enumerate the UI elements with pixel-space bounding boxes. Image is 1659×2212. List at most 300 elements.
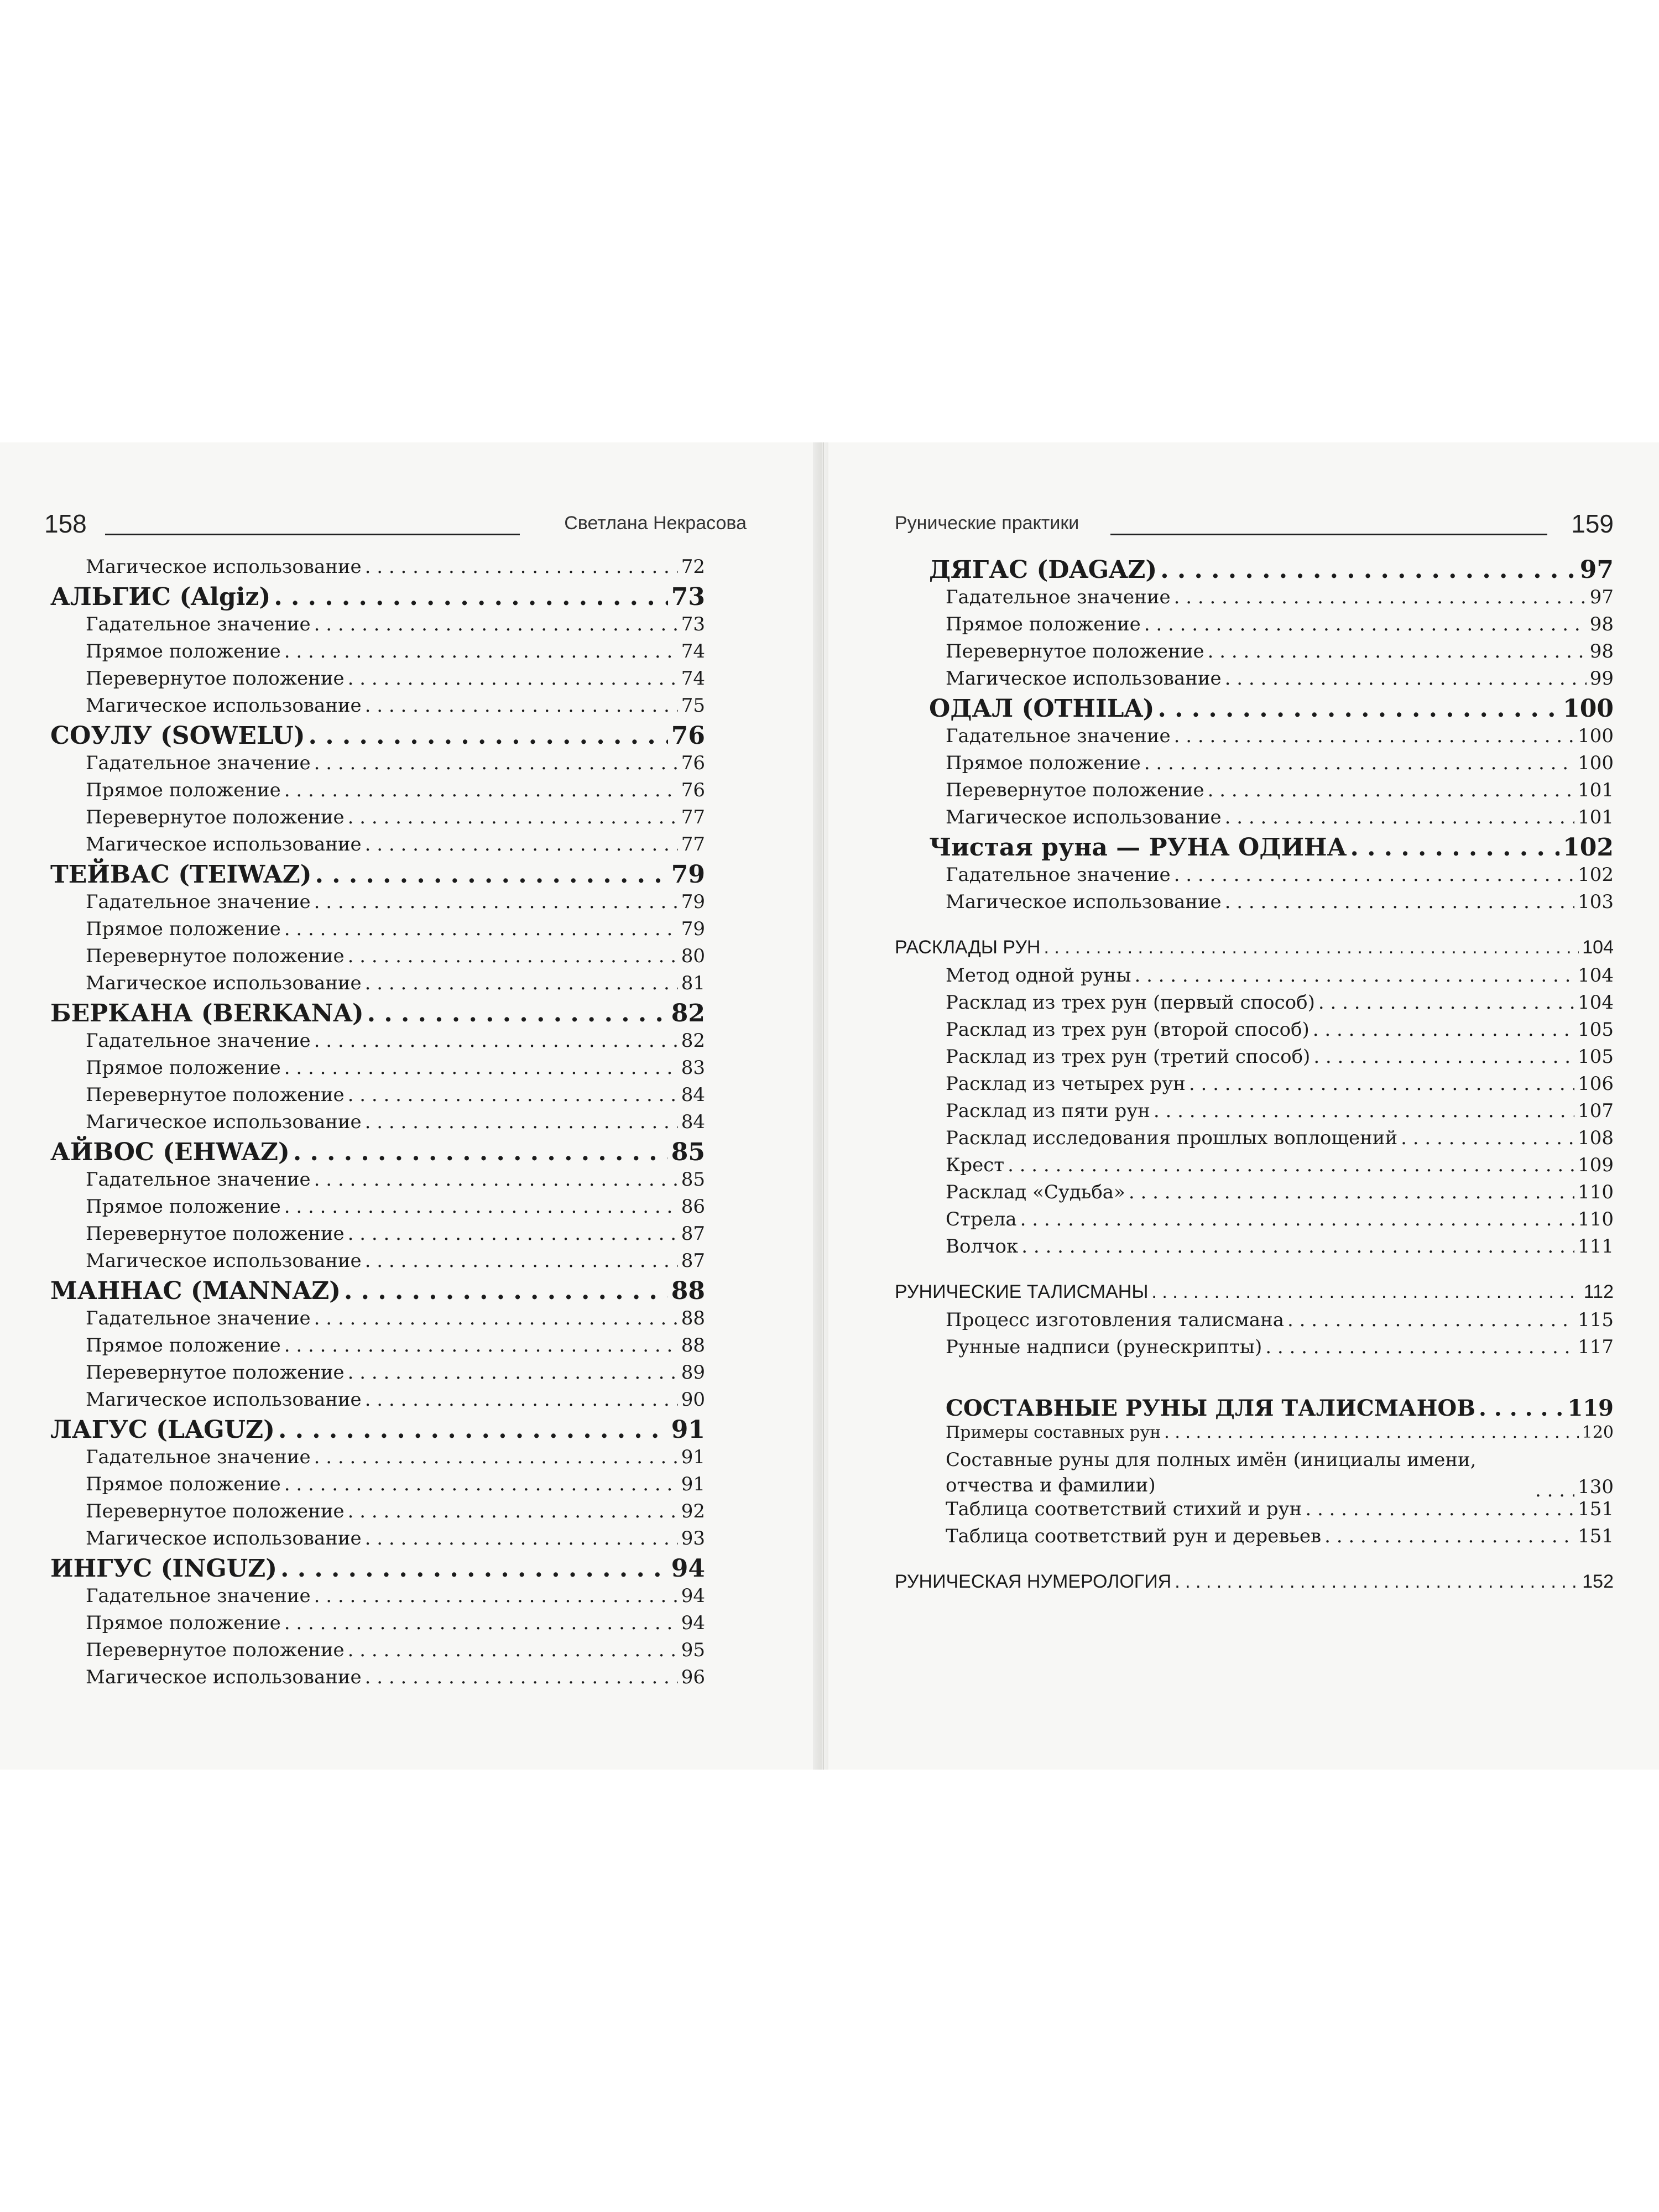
toc-page-number: 77 [681,833,705,855]
toc-entry[interactable] [895,1571,1614,1599]
toc-page-number: 76 [671,722,705,750]
toc-leader-dots [1324,1525,1574,1544]
toc-leader-dots [284,1057,678,1076]
toc-leader-dots [348,1639,678,1658]
toc-entry-label: Прямое положение [86,1473,281,1495]
toc-entry-label: БЕРКАНА (BERKANA) [50,999,364,1027]
toc-leader-dots [1129,1181,1574,1200]
toc-leader-dots [315,860,668,885]
toc-leader-dots [348,806,678,825]
toc-entry[interactable] [86,918,705,945]
toc-entry-label: Расклад из пяти рун [946,1100,1150,1122]
toc-leader-dots [274,583,667,607]
toc-entry-label: Перевернутое положение [86,1361,345,1384]
toc-entry[interactable] [86,1196,705,1223]
toc-leader-dots [1175,1571,1579,1590]
toc-entry-label: Перевернутое положение [86,667,345,690]
toc-page-number: 151 [1578,1525,1614,1547]
toc-entry[interactable] [86,1084,705,1111]
toc-leader-dots [278,1416,668,1440]
toc-page-number: 130 [1578,1476,1614,1498]
toc-entry-label: Таблица соответствий рун и деревьев [946,1525,1322,1547]
toc-entry-label: Гадательное значение [86,1307,311,1329]
toc-page-number: 82 [671,999,705,1027]
toc-entry-label: Перевернутое положение [86,1223,345,1245]
toc-entry-label: Перевернутое положение [86,1500,345,1522]
toc-entry[interactable] [86,945,705,972]
toc-page-number: 87 [681,1250,705,1272]
toc-entry[interactable] [86,1307,705,1334]
toc-entry[interactable] [895,1281,1614,1309]
toc-entry-label: Расклад из трех рун (первый способ) [946,992,1315,1014]
toc-entry-label: СОУЛУ (SOWELU) [50,722,305,750]
toc-entry[interactable] [86,1057,705,1084]
toc-entry[interactable] [895,1235,1614,1262]
toc-leader-dots [284,1473,678,1492]
toc-page-number: 104 [1578,992,1614,1014]
toc-entry-label: Магическое использование [946,806,1222,828]
toc-entry[interactable] [86,556,705,583]
toc-entry-label: ЛАГУС (LAGUZ) [50,1416,275,1444]
toc-page-number: 85 [671,1138,705,1166]
toc-entry[interactable] [86,1612,705,1639]
toc-page-number: 120 [1582,1423,1614,1442]
toc-leader-dots [314,1168,678,1187]
toc-leader-dots [1313,1019,1574,1037]
toc-entry-label: Чистая руна — РУНА ОДИНА [929,833,1347,862]
right-page [828,442,1659,1770]
toc-page-number: 81 [681,972,705,994]
toc-page-number: 87 [681,1223,705,1245]
toc-page-number: 84 [681,1084,705,1106]
toc-leader-dots [1144,613,1587,632]
toc-entry-label: Перевернутое положение [946,640,1204,662]
toc-entry-label: Прямое положение [86,1057,281,1079]
toc-entry-label: Расклад «Судьба» [946,1181,1125,1203]
toc-entry[interactable] [895,1181,1614,1208]
toc-entry-label: Магическое использование [86,1111,362,1133]
toc-leader-dots [348,1084,678,1103]
toc-entry[interactable] [929,833,1614,864]
toc-page-number: 75 [681,695,705,717]
toc-leader-dots [365,972,678,991]
toc-leader-dots [1208,640,1587,659]
toc-entry-label: Перевернутое положение [86,945,345,967]
toc-entry[interactable] [895,667,1614,695]
toc-leader-dots [1535,1479,1574,1498]
toc-page-number: 96 [681,1666,705,1688]
toc-page-number: 80 [681,945,705,967]
toc-entry-label: Гадательное значение [946,586,1171,608]
toc-leader-dots [1401,1127,1574,1146]
toc-entry-label: Магическое использование [86,1527,362,1550]
toc-entry-label: ОДАЛ (OTHILA) [929,695,1155,723]
toc-entry[interactable] [86,1389,705,1416]
toc-leader-dots [348,945,678,964]
toc-entry[interactable] [895,752,1614,779]
toc-leader-dots [344,1277,668,1301]
toc-page-number: 73 [681,613,705,635]
toc-page-number: 79 [671,860,705,889]
toc-page-number: 111 [1578,1235,1614,1258]
toc-entry[interactable] [86,1639,705,1666]
toc-entry[interactable] [86,640,705,667]
toc-page-number: 106 [1578,1073,1614,1095]
toc-entry[interactable] [86,806,705,833]
toc-entry[interactable] [895,725,1614,752]
toc-page-number: 86 [681,1196,705,1218]
toc-leader-dots [1144,752,1574,771]
toc-leader-dots [1174,725,1574,744]
toc-entry-label: Прямое положение [946,752,1141,774]
toc-entry-label: Гадательное значение [86,1446,311,1468]
toc-leader-dots [1189,1073,1574,1092]
right-toc [895,556,1614,1599]
toc-entry[interactable] [895,586,1614,613]
toc-entry[interactable] [86,1334,705,1361]
toc-page-number: 109 [1578,1154,1614,1176]
toc-entry[interactable] [895,1498,1614,1525]
toc-entry[interactable] [895,1019,1614,1046]
toc-entry[interactable] [895,964,1614,992]
left-running-head: Светлана Некрасова [564,513,747,534]
toc-entry[interactable] [86,1223,705,1250]
toc-entry[interactable] [86,1361,705,1389]
toc-leader-dots [284,779,678,798]
toc-entry-label: Гадательное значение [86,1030,311,1052]
toc-entry[interactable] [929,695,1614,725]
toc-entry-label: ИНГУС (INGUZ) [50,1554,278,1583]
toc-page-number: 88 [681,1334,705,1357]
toc-leader-dots [1318,992,1574,1010]
toc-entry-label: Магическое использование [946,891,1222,913]
toc-entry-label: Стрела [946,1208,1017,1230]
toc-leader-dots [365,556,678,575]
toc-entry-label: СОСТАВНЫЕ РУНЫ ДЛЯ ТАЛИСМАНОВ [946,1395,1476,1421]
toc-entry[interactable] [86,1500,705,1527]
toc-page-number: 99 [1589,667,1614,690]
right-header [895,509,1614,542]
toc-leader-dots [284,640,678,659]
toc-entry[interactable] [895,613,1614,640]
toc-page-number: 98 [1589,640,1614,662]
toc-entry[interactable] [86,1250,705,1277]
toc-page-number: 102 [1578,864,1614,886]
toc-page-number: 101 [1578,806,1614,828]
toc-page-number: 119 [1567,1395,1614,1421]
left-header [44,509,747,542]
toc-entry-label: Магическое использование [86,1250,362,1272]
toc-leader-dots [365,1666,678,1685]
toc-page-number: 88 [671,1277,705,1305]
toc-leader-dots [314,613,678,632]
toc-page-number: 100 [1578,725,1614,747]
toc-entry[interactable] [86,1111,705,1138]
toc-entry-label: Прямое положение [86,1334,281,1357]
toc-page-number: 89 [681,1361,705,1384]
toc-entry-label: ТЕЙВАС (TEIWAZ) [50,860,312,889]
toc-entry[interactable] [895,1525,1614,1552]
toc-page-number: 100 [1578,752,1614,774]
toc-page-number: 101 [1578,779,1614,801]
toc-page-number: 105 [1578,1046,1614,1068]
toc-leader-dots [293,1138,668,1162]
toc-entry-label: Гадательное значение [946,725,1171,747]
toc-page-number: 104 [1582,937,1614,958]
toc-entry[interactable] [50,1138,705,1168]
toc-entry-label: Расклад исследования прошлых воплощений [946,1127,1398,1149]
toc-entry-label: Гадательное значение [86,752,311,774]
toc-entry-label: Прямое положение [86,779,281,801]
toc-page-number: 95 [681,1639,705,1661]
toc-leader-dots [1154,1100,1574,1119]
toc-page-number: 85 [681,1168,705,1191]
toc-entry[interactable] [86,1030,705,1057]
toc-entry-label: Примеры составных рун [946,1423,1161,1442]
toc-leader-dots [1479,1395,1564,1417]
toc-leader-dots [284,1334,678,1353]
toc-leader-dots [367,999,668,1024]
toc-entry[interactable] [895,1154,1614,1181]
toc-entry[interactable] [86,613,705,640]
toc-leader-dots [348,1500,678,1519]
toc-page-number: 79 [681,891,705,913]
toc-entry[interactable] [50,999,705,1030]
toc-entry[interactable] [86,1527,705,1554]
toc-entry-label: АЙВОС (EHWAZ) [50,1138,290,1166]
toc-entry-label: Крест [946,1154,1005,1176]
toc-entry[interactable] [895,1073,1614,1100]
toc-leader-dots [280,1554,668,1579]
toc-entry[interactable] [895,992,1614,1019]
toc-entry[interactable] [895,1100,1614,1127]
toc-leader-dots [1164,1423,1578,1439]
toc-entry[interactable] [50,722,705,752]
toc-page-number: 103 [1578,891,1614,913]
toc-entry[interactable] [895,1046,1614,1073]
toc-entry-label: Магическое использование [86,556,362,578]
toc-entry-label: Гадательное значение [86,891,311,913]
toc-entry[interactable] [86,972,705,999]
toc-page-number: 84 [681,1111,705,1133]
toc-entry-label: Магическое использование [86,1389,362,1411]
toc-leader-dots [1174,864,1574,883]
toc-entry[interactable] [86,752,705,779]
toc-page-number: 74 [681,640,705,662]
toc-entry[interactable] [895,779,1614,806]
toc-entry-label: Перевернутое положение [946,779,1204,801]
toc-entry-label: РУНИЧЕСКИЕ ТАЛИСМАНЫ [895,1281,1149,1302]
toc-leader-dots [348,1361,678,1380]
toc-leader-dots [365,1527,678,1546]
toc-page-number: 93 [681,1527,705,1550]
toc-leader-dots [348,667,678,686]
toc-leader-dots [348,1223,678,1241]
toc-entry[interactable] [929,556,1614,586]
toc-entry-label: Волчок [946,1235,1019,1258]
toc-leader-dots [314,891,678,910]
toc-page-number: 112 [1583,1281,1614,1302]
toc-page-number: 76 [681,752,705,774]
toc-leader-dots [309,722,668,746]
toc-entry[interactable] [86,1168,705,1196]
toc-entry[interactable] [895,1423,1614,1447]
toc-leader-dots [1134,964,1574,983]
toc-entry[interactable] [86,1666,705,1693]
toc-page-number: 74 [681,667,705,690]
toc-leader-dots [1151,1281,1580,1300]
book-spread [0,442,1659,1770]
toc-page-number: 73 [671,583,705,611]
toc-page-number: 100 [1563,695,1614,723]
toc-leader-dots [1225,891,1574,910]
toc-page-number: 92 [681,1500,705,1522]
toc-entry-label: Процесс изготовления талисмана [946,1309,1284,1331]
toc-entry-label: Перевернутое положение [86,806,345,828]
toc-leader-dots [284,1612,678,1631]
toc-entry[interactable] [86,667,705,695]
toc-page-number: 152 [1582,1571,1614,1592]
toc-page-number: 72 [681,556,705,578]
toc-entry[interactable] [50,583,705,613]
toc-leader-dots [365,833,678,852]
toc-entry-label: Прямое положение [946,613,1141,635]
toc-entry-label: ДЯГАС (DAGAZ) [929,556,1157,584]
toc-entry[interactable] [895,1336,1614,1363]
toc-entry[interactable] [50,1416,705,1446]
toc-entry[interactable] [86,1473,705,1500]
toc-leader-dots [314,1585,678,1604]
toc-entry-label: Прямое положение [86,1612,281,1634]
toc-entry-label: АЛЬГИС (Algiz) [50,583,271,611]
toc-entry[interactable] [895,937,1614,964]
section-spacer [895,1552,1614,1563]
toc-entry[interactable] [50,1277,705,1307]
toc-entry[interactable] [50,1554,705,1585]
right-running-head: Рунические практики [895,513,1079,534]
toc-entry-label: РУНИЧЕСКАЯ НУМЕРОЛОГИЯ [895,1571,1172,1592]
toc-entry-label: Составные руны для полных имён (инициалы имени, отчества и фамилии) [946,1449,1477,1496]
toc-leader-dots [365,695,678,713]
toc-page-number: 94 [681,1585,705,1607]
toc-leader-dots [1044,937,1579,956]
toc-entry-label: Магическое использование [86,833,362,855]
left-toc [50,556,705,1693]
toc-entry[interactable] [86,695,705,722]
toc-page-number: 117 [1578,1336,1614,1358]
toc-leader-dots [365,1111,678,1130]
toc-entry-label: Гадательное значение [86,1585,311,1607]
toc-entry[interactable] [50,860,705,891]
toc-entry[interactable] [86,891,705,918]
toc-page-number: 91 [681,1446,705,1468]
toc-page-number: 97 [1579,556,1614,584]
toc-leader-dots [1265,1336,1574,1355]
section-spacer [895,1262,1614,1274]
toc-page-number: 104 [1578,964,1614,987]
toc-page-number: 88 [681,1307,705,1329]
toc-entry[interactable] [895,1208,1614,1235]
toc-leader-dots [365,1250,678,1269]
toc-page-number: 94 [671,1554,705,1583]
toc-page-number: 151 [1578,1498,1614,1520]
toc-entry-label: Прямое положение [86,1196,281,1218]
toc-entry[interactable] [895,1395,1614,1423]
toc-entry-label: Таблица соответствий стихий и рун [946,1498,1302,1520]
toc-entry-label: Прямое положение [86,640,281,662]
toc-entry[interactable] [86,779,705,806]
toc-leader-dots [284,1196,678,1214]
toc-entry-label: Магическое использование [86,972,362,994]
toc-entry[interactable] [895,864,1614,891]
toc-leader-dots [1008,1154,1574,1173]
toc-leader-dots [1350,833,1559,858]
toc-entry[interactable] [895,891,1614,918]
toc-entry-label: Гадательное значение [86,1168,311,1191]
toc-entry-label: Магическое использование [946,667,1222,690]
toc-entry[interactable] [895,640,1614,667]
toc-entry-label: МАННАС (MANNAZ) [50,1277,341,1305]
toc-leader-dots [1305,1498,1574,1517]
toc-page-number: 107 [1578,1100,1614,1122]
toc-leader-dots [1020,1208,1575,1227]
toc-entry-label: Магическое использование [86,1666,362,1688]
toc-leader-dots [1287,1309,1574,1328]
section-spacer [895,1363,1614,1374]
toc-leader-dots [1313,1046,1574,1065]
toc-page-number: 91 [671,1416,705,1444]
toc-entry[interactable] [895,1127,1614,1154]
left-page [0,442,817,1770]
toc-page-number: 82 [681,1030,705,1052]
toc-entry[interactable] [86,1446,705,1473]
right-page-number: 159 [1571,509,1614,538]
toc-page-number: 98 [1589,613,1614,635]
toc-entry-label: Гадательное значение [86,613,311,635]
toc-page-number: 90 [681,1389,705,1411]
toc-entry-label: Расклад из четырех рун [946,1073,1186,1095]
toc-entry[interactable] [895,1447,1614,1498]
toc-entry-label: Расклад из трех рун (третий способ) [946,1046,1311,1068]
right-header-rule [1110,534,1547,535]
toc-entry-label: Метод одной руны [946,964,1131,987]
toc-page-number: 115 [1578,1309,1614,1331]
toc-page-number: 97 [1589,586,1614,608]
toc-leader-dots [1174,586,1587,605]
toc-leader-dots [1225,806,1574,825]
toc-entry-label: Рунные надписи (рунескрипты) [946,1336,1262,1358]
toc-page-number: 83 [681,1057,705,1079]
toc-leader-dots [365,1389,678,1407]
toc-entry[interactable] [895,1309,1614,1336]
toc-entry-label: Гадательное значение [946,864,1171,886]
toc-entry[interactable] [86,833,705,860]
section-spacer [895,918,1614,929]
toc-entry-label: Перевернутое положение [86,1084,345,1106]
toc-leader-dots [314,1307,678,1326]
toc-entry-label: РАСКЛАДЫ РУН [895,937,1041,958]
toc-entry[interactable] [86,1585,705,1612]
toc-page-number: 94 [681,1612,705,1634]
toc-entry[interactable] [895,806,1614,833]
toc-page-number: 102 [1563,833,1614,862]
toc-leader-dots [314,1446,678,1465]
toc-page-number: 91 [681,1473,705,1495]
toc-entry-label: Перевернутое положение [86,1639,345,1661]
toc-leader-dots [314,1030,678,1048]
toc-leader-dots [1208,779,1574,798]
gutter-edge [823,442,824,1770]
